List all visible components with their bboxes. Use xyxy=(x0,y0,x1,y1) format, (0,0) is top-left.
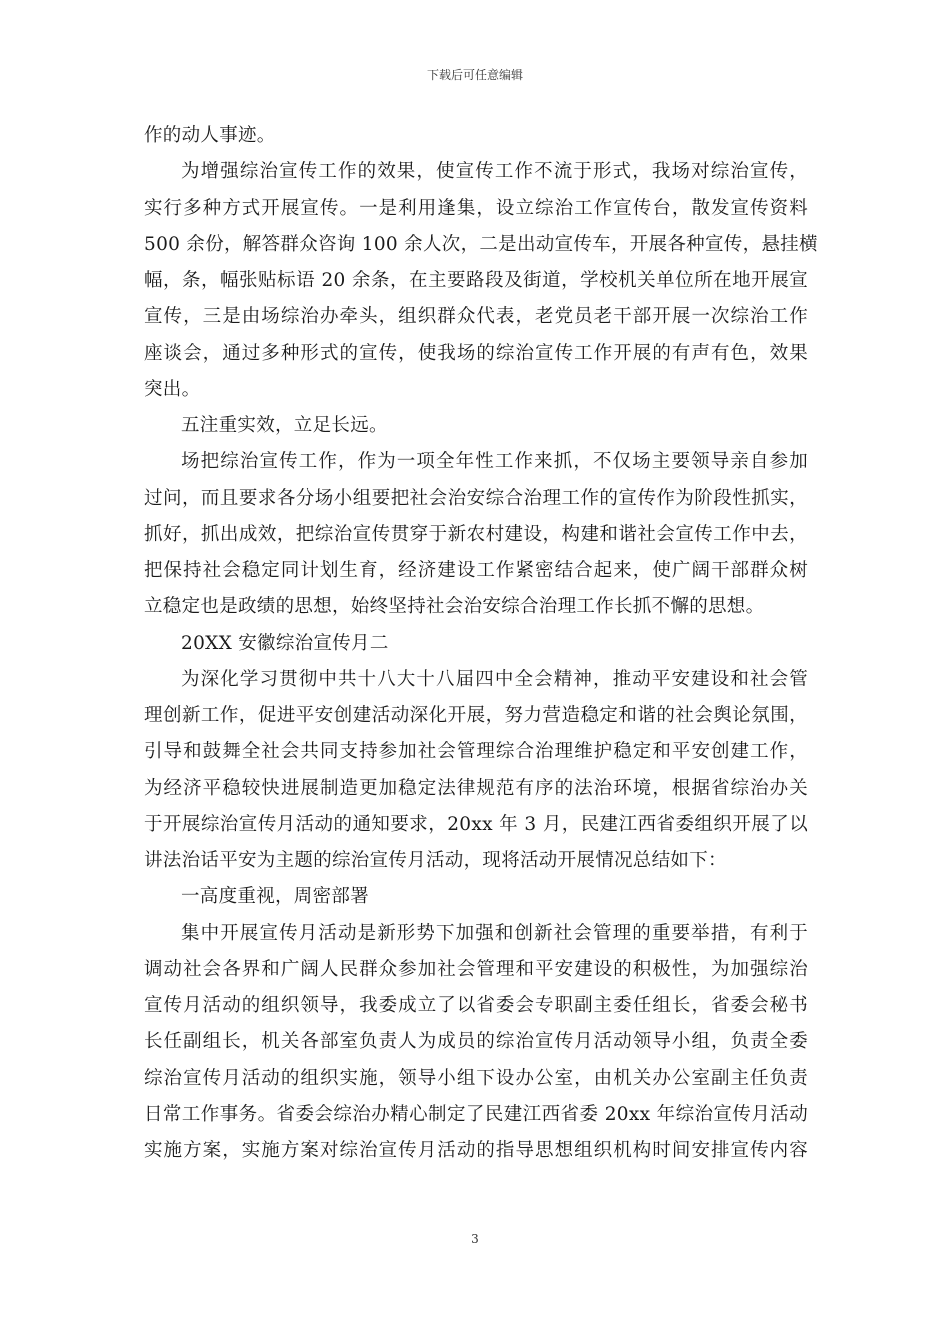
text-line: 日常工作事务。省委会综治办精心制定了民建江西省委 20xx 年综治宣传月活动 xyxy=(144,1103,808,1125)
text-line: 作的动人事迹。 xyxy=(144,125,276,146)
text-line: 500 余份，解答群众咨询 100 余人次，二是出动宣传车，开展各种宣传，悬挂横 xyxy=(144,233,818,255)
text-line: 座谈会，通过多种形式的宣传，使我场的综治宣传工作开展的有声有色，效果 xyxy=(144,342,808,364)
text-line: 把保持社会稳定同计划生育，经济建设工作紧密结合起来，使广阔干部群众树 xyxy=(144,560,808,581)
section-heading: 20XX 安徽综治宣传月二 xyxy=(181,632,389,654)
text-line: 综治宣传月活动的组织实施，领导小组下设办公室，由机关办公室副主任负责 xyxy=(144,1067,808,1089)
text-line: 实施方案，实施方案对综治宣传月活动的指导思想组织机构时间安排宣传内容 xyxy=(144,1140,808,1161)
text-line: 幅，条，幅张贴标语 20 余条，在主要路段及街道，学校机关单位所在地开展宣 xyxy=(144,270,808,291)
text-line: 调动社会各界和广阔人民群众参加社会管理和平安建设的积极性，为加强综治 xyxy=(144,958,808,980)
text-line: 实行多种方式开展宣传。一是利用逢集，设立综治工作宣传台，散发宣传资料 xyxy=(144,197,808,219)
text-line: 宣传月活动的组织领导，我委成立了以省委会专职副主委任组长，省委会秘书 xyxy=(144,995,808,1016)
text-line: 立稳定也是政绩的思想，始终坚持社会治安综合治理工作长抓不懈的思想。 xyxy=(144,596,765,618)
text-line: 场把综治宣传工作，作为一项全年性工作来抓，不仅场主要领导亲自参加 xyxy=(181,451,808,473)
text-line: 理创新工作，促进平安创建活动深化开展，努力营造稳定和谐的社会舆论氛围， xyxy=(144,705,808,726)
text-line: 为经济平稳较快进展制造更加稳定法律规范有序的法治环境，根据省综治办关 xyxy=(144,777,808,799)
text-line: 过问，而且要求各分场小组要把社会治安综合治理工作的宣传作为阶段性抓实， xyxy=(144,487,808,509)
text-line: 长任副组长，机关各部室负责人为成员的综治宣传月活动领导小组，负责全委 xyxy=(144,1031,808,1053)
page-header: 下载后可任意编辑 xyxy=(426,68,523,82)
text-line: 宣传，三是由场综治办牵头，组织群众代表，老党员老干部开展一次综治工作 xyxy=(144,306,808,328)
text-line: 集中开展宣传月活动是新形势下加强和创新社会管理的重要举措，有利于 xyxy=(181,922,808,944)
text-line: 于开展综治宣传月活动的通知要求，20xx 年 3 月，民建江西省委组织开展了以 xyxy=(144,813,808,835)
text-line: 抓好，抓出成效，把综治宣传贯穿于新农村建设，构建和谐社会宣传工作中去， xyxy=(144,523,808,545)
text-line: 为增强综治宣传工作的效果，使宣传工作不流于形式，我场对综治宣传， xyxy=(181,161,808,183)
text-line: 引导和鼓舞全社会共同支持参加社会管理综合治理维护稳定和平安创建工作， xyxy=(144,741,808,763)
text-line: 突出。 xyxy=(144,378,201,400)
section-heading: 五注重实效，立足长远。 xyxy=(181,415,388,436)
page-number: 3 xyxy=(471,1232,479,1246)
text-line: 为深化学习贯彻中共十八大十八届四中全会精神，推动平安建设和社会管 xyxy=(181,668,808,690)
text-line: 讲法治话平安为主题的综治宣传月活动，现将活动开展情况总结如下： xyxy=(144,850,727,871)
section-heading: 一高度重视，周密部署 xyxy=(181,886,370,908)
document-body xyxy=(144,121,818,1172)
